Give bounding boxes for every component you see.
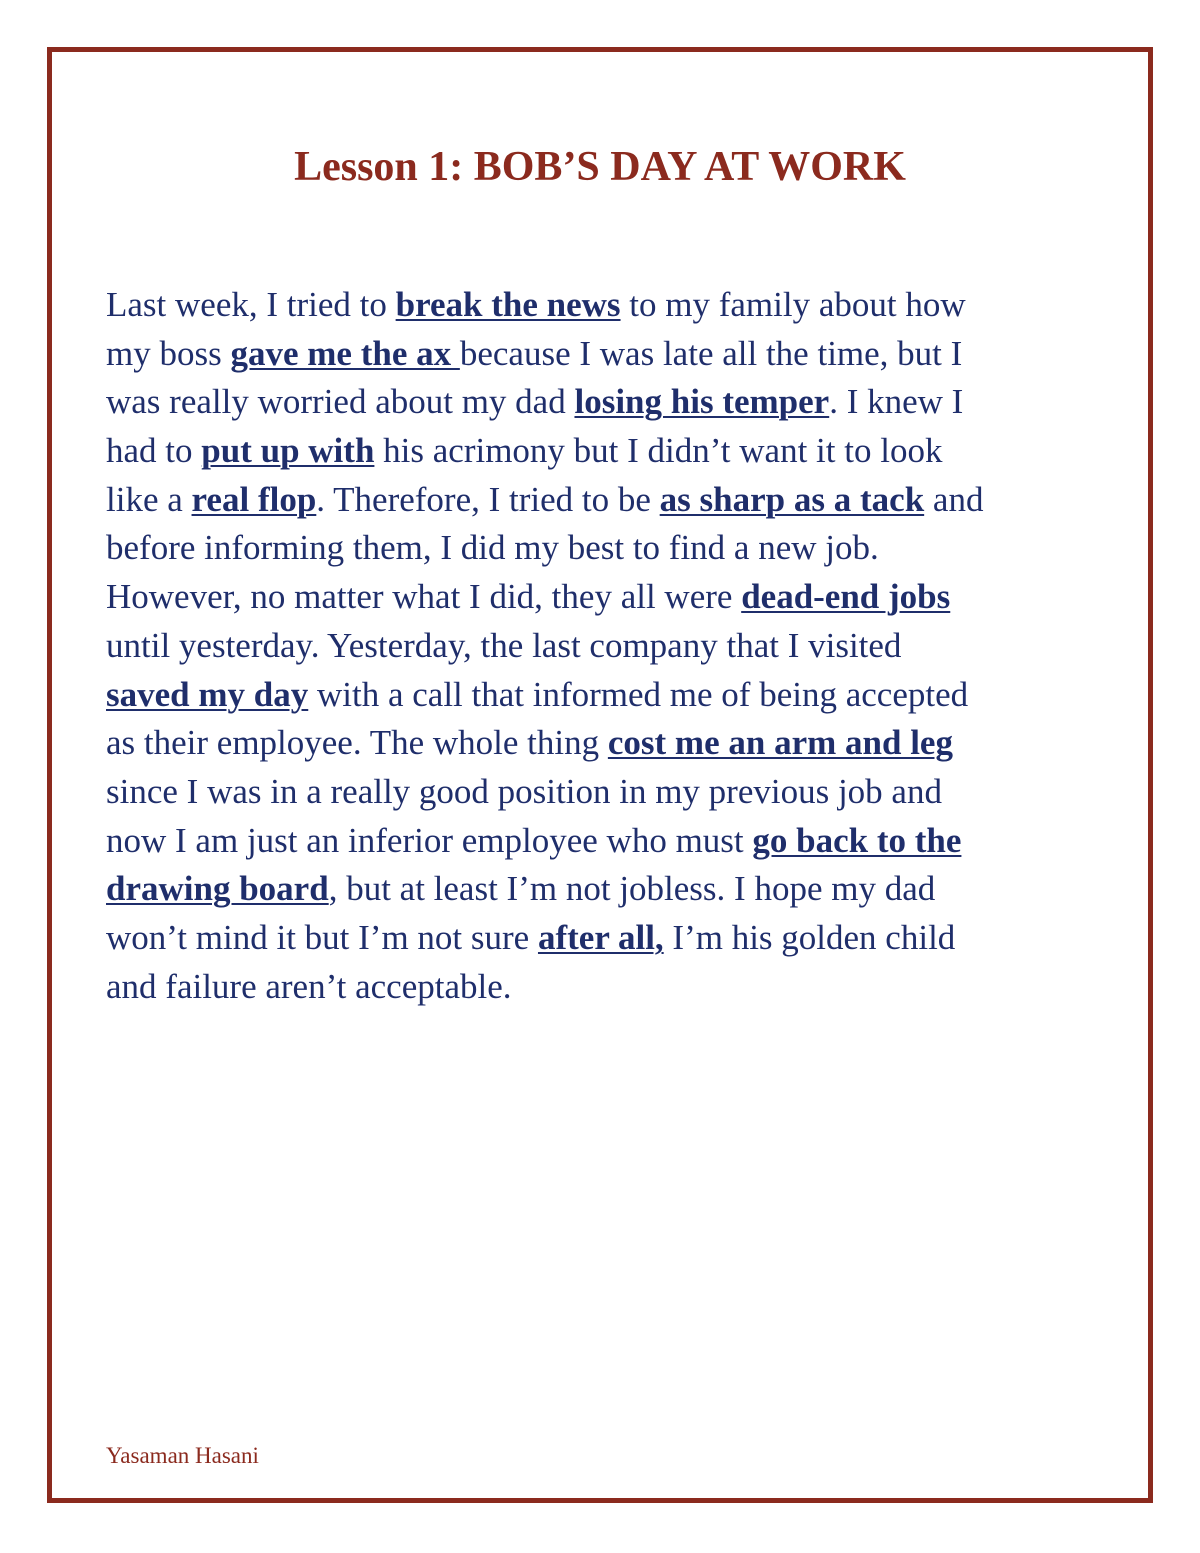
story-text: had to — [106, 431, 202, 471]
story-line — [106, 719, 1106, 768]
story-text: now I am just an inferior employee who must — [106, 820, 753, 860]
story-text: because I was late all the time, but I — [459, 333, 963, 373]
story-line — [106, 865, 1106, 914]
idiom-phrase: drawing board — [106, 869, 329, 909]
story-line — [106, 573, 1106, 622]
story-text: to my family about how — [620, 285, 966, 324]
story-line — [106, 817, 1106, 866]
idiom-phrase: put up with — [201, 431, 375, 471]
idiom-phrase: saved my day — [106, 674, 309, 714]
story-text: won’t mind it but I’m not sure — [106, 917, 538, 957]
idiom-phrase: dead-end jobs — [741, 577, 951, 617]
story-text: Last week, I tried to — [106, 285, 396, 324]
story-text: before informing them, I did my best to find a new job. — [106, 528, 879, 568]
story-line — [106, 330, 1106, 379]
story-line — [106, 768, 1106, 817]
story-text: However, no matter what I did, they all were — [106, 577, 742, 617]
story-line — [106, 914, 1106, 963]
idiom-phrase: as sharp as a tack — [659, 479, 925, 519]
idiom-phrase: gave me the ax — [230, 333, 460, 373]
story-text: like a — [106, 479, 192, 519]
story-paragraph — [106, 281, 1106, 1011]
story-line — [106, 427, 1106, 476]
page-title: Lesson 1: BOB’S DAY AT WORK — [294, 144, 906, 190]
story-text: . Therefore, I tried to be — [316, 479, 660, 519]
story-text: my boss — [106, 333, 231, 373]
story-text: and failure aren’t acceptable. — [106, 966, 512, 1006]
story-text: since I was in a really good position in my previous job and — [106, 771, 942, 811]
story-text: I’m his golden child — [663, 917, 956, 957]
story-text: as their employee. The whole thing — [106, 723, 608, 763]
story-line — [106, 671, 1106, 720]
story-line — [106, 378, 1106, 427]
story-text: until yesterday. Yesterday, the last company that I visited — [106, 625, 902, 665]
idiom-phrase: cost me an arm and leg — [607, 723, 953, 763]
idiom-phrase: go back to the — [752, 820, 962, 860]
idiom-phrase: break the news — [395, 285, 621, 324]
story-text: . I knew I — [829, 382, 964, 422]
idiom-phrase: real flop — [191, 479, 317, 519]
story-text: his acrimony but I didn’t want it to look — [374, 431, 943, 471]
story-text: with a call that informed me of being accepted — [308, 674, 969, 714]
story-line — [106, 622, 1106, 671]
story-line — [106, 963, 1106, 1012]
story-text: and — [924, 479, 984, 519]
idiom-phrase: losing his temper — [574, 382, 830, 422]
story-line — [106, 524, 1106, 573]
idiom-phrase: after all, — [537, 917, 664, 957]
author-name: Yasaman Hasani — [106, 1443, 259, 1468]
story-line — [106, 281, 1106, 330]
story-text: was really worried about my dad — [106, 382, 575, 422]
story-line — [106, 476, 1106, 525]
story-text: , but at least I’m not jobless. I hope my dad — [328, 869, 936, 909]
